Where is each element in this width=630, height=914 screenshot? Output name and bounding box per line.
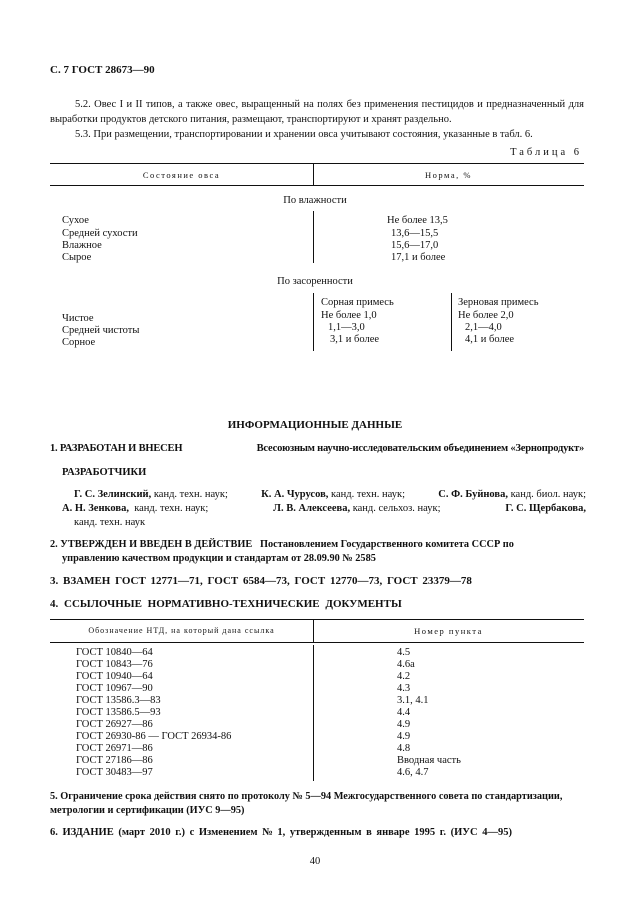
impurity-weed: 1,1—3,0 <box>328 322 365 333</box>
developer-degree: канд. техн. наук; <box>153 489 228 500</box>
info-item-2-line-1 <box>50 539 584 550</box>
ref-doc: ГОСТ 10967—90 <box>76 683 153 694</box>
impurity-weed: Не более 1,0 <box>321 310 377 321</box>
developer-name: К. А. Чурусов, <box>261 489 329 500</box>
ref-clause: 4.5 <box>397 647 411 658</box>
refs-col-doc: Обозначение НТД, на который дана ссылка <box>88 626 275 635</box>
ref-doc: ГОСТ 26971—86 <box>76 743 153 754</box>
ref-clause: Вводная часть <box>397 755 461 766</box>
item1-head: 1. РАЗРАБОТАН И ВНЕСЕН <box>50 443 183 454</box>
developer-name: А. Н. Зенкова, <box>62 503 129 514</box>
ref-clause: 4.6а <box>397 659 415 670</box>
ref-clause: 4.4 <box>397 707 411 718</box>
table-header-rule <box>50 185 584 186</box>
moisture-divider <box>313 211 314 263</box>
developer-degree: канд. биол. наук; <box>510 489 586 500</box>
ref-doc: ГОСТ 13586.5—93 <box>76 707 161 718</box>
impurity-state: Сорное <box>62 337 96 348</box>
item2-text-continued: управлению качеством продукции и стандартам от 28.09.90 № 2585 <box>62 553 376 564</box>
impurity-grain: 4,1 и более <box>465 334 515 345</box>
developer-name: С. Ф. Буйнова, <box>438 489 508 500</box>
impurity-grain: Не более 2,0 <box>458 310 514 321</box>
info-item-6: 6. ИЗДАНИЕ (март 2010 г.) с Изменением № 1, утвержденным в январе 1995 г. (ИУС 4—95) <box>50 827 512 838</box>
moisture-norm: Не более 13,5 <box>387 215 448 226</box>
info-item-2-line-2 <box>62 553 582 567</box>
item1-text: Всесоюзным научно-исследовательским объединением «Зернопродукт» <box>256 443 584 454</box>
impurity-divider-2 <box>451 293 452 351</box>
impurity-weed: 3,1 и более <box>330 334 380 345</box>
developers-line-1 <box>74 489 586 500</box>
developer-degree: канд. техн. наук; <box>134 503 209 514</box>
section-impurity: По засоренности <box>277 276 353 287</box>
developer-degree: канд. техн. наук <box>74 517 146 528</box>
refs-top-rule <box>50 619 584 620</box>
page-number: 40 <box>309 856 321 867</box>
ref-doc: ГОСТ 26927—86 <box>76 719 153 730</box>
developer-name: Л. В. Алексеева, <box>273 503 351 514</box>
ref-clause: 4.9 <box>397 731 411 742</box>
impurity-divider-1 <box>313 293 314 351</box>
section-moisture: По влажности <box>283 195 347 206</box>
info-item-1 <box>50 443 584 454</box>
table-top-rule <box>50 163 584 164</box>
table-caption: Таблица 6 <box>510 147 582 158</box>
developer-name: Г. С. Зелинский, <box>74 489 152 500</box>
refs-col-clause: Номер пункта <box>414 626 483 636</box>
ref-doc: ГОСТ 27186—86 <box>76 755 153 766</box>
info-item-5: 5. Ограничение срока действия снято по протоколу № 5—94 Межгосударственного совета по стандартизации, метрологии и сертификации (ИУС 9—95) <box>50 791 563 816</box>
info-item-3: 3. ВЗАМЕН ГОСТ 12771—71, ГОСТ 6584—73, ГОСТ 12770—73, ГОСТ 23379—78 <box>50 575 472 587</box>
col-header-state: Состояние овса <box>142 170 221 180</box>
ref-clause: 4.8 <box>397 743 411 754</box>
developers-head: РАЗРАБОТЧИКИ <box>62 467 147 478</box>
developers-line-2 <box>62 503 586 514</box>
paragraph-5-2: 5.2. Овес I и II типов, а также овес, выращенный на полях без применения пестицидов и предназначенный для выработки продуктов детского питания, размещают, транспортируют и хранят раздельно. <box>50 99 584 125</box>
paragraph-5-3: 5.3. При размещении, транспортировании и хранении овса учитывают состояния, указанные в табл. 6. <box>75 129 533 140</box>
ref-clause: 4.2 <box>397 671 411 682</box>
moisture-state: Влажное <box>62 240 102 251</box>
developer-name: Г. С. Щербакова, <box>505 503 586 514</box>
ref-doc: ГОСТ 26930-86 — ГОСТ 26934-86 <box>76 731 232 742</box>
impurity-state: Чистое <box>62 313 94 324</box>
ref-doc: ГОСТ 10840—64 <box>76 647 153 658</box>
developer-degree: канд. сельхоз. наук; <box>352 503 441 514</box>
refs-header-rule <box>50 642 584 643</box>
ref-doc: ГОСТ 10940—64 <box>76 671 153 682</box>
impurity-grain: 2,1—4,0 <box>465 322 502 333</box>
item2-head: 2. УТВЕРЖДЕН И ВВЕДЕН В ДЕЙСТВИЕ <box>50 539 253 550</box>
info-item-4: 4. ССЫЛОЧНЫЕ НОРМАТИВНО-ТЕХНИЧЕСКИЕ ДОКУМЕНТЫ <box>50 598 402 610</box>
sub-header-grain: Зерновая примесь <box>458 297 539 308</box>
ref-doc: ГОСТ 13586.3—83 <box>76 695 161 706</box>
ref-clause: 4.6, 4.7 <box>397 767 429 778</box>
developer-degree: канд. техн. наук; <box>331 489 406 500</box>
col-header-norm: Норма, % <box>425 170 472 180</box>
moisture-state: Средней сухости <box>62 228 138 239</box>
moisture-norm: 13,6—15,5 <box>391 228 439 239</box>
ref-doc: ГОСТ 10843—76 <box>76 659 153 670</box>
ref-clause: 4.9 <box>397 719 411 730</box>
ref-doc: ГОСТ 30483—97 <box>76 767 153 778</box>
ref-clause: 4.3 <box>397 683 411 694</box>
info-title: ИНФОРМАЦИОННЫЕ ДАННЫЕ <box>227 419 403 431</box>
running-title: С. 7 ГОСТ 28673—90 <box>50 64 155 76</box>
moisture-norm: 17,1 и более <box>391 252 446 263</box>
moisture-state: Сырое <box>62 252 92 263</box>
ref-clause: 3.1, 4.1 <box>397 695 429 706</box>
item2-text-part: Постановлением Государственного комитета СССР по <box>260 539 514 550</box>
moisture-norm: 15,6—17,0 <box>391 240 439 251</box>
moisture-state: Сухое <box>62 215 89 226</box>
impurity-state: Средней чистоты <box>62 325 140 336</box>
refs-body-divider <box>313 645 314 781</box>
sub-header-weed: Сорная примесь <box>321 297 394 308</box>
